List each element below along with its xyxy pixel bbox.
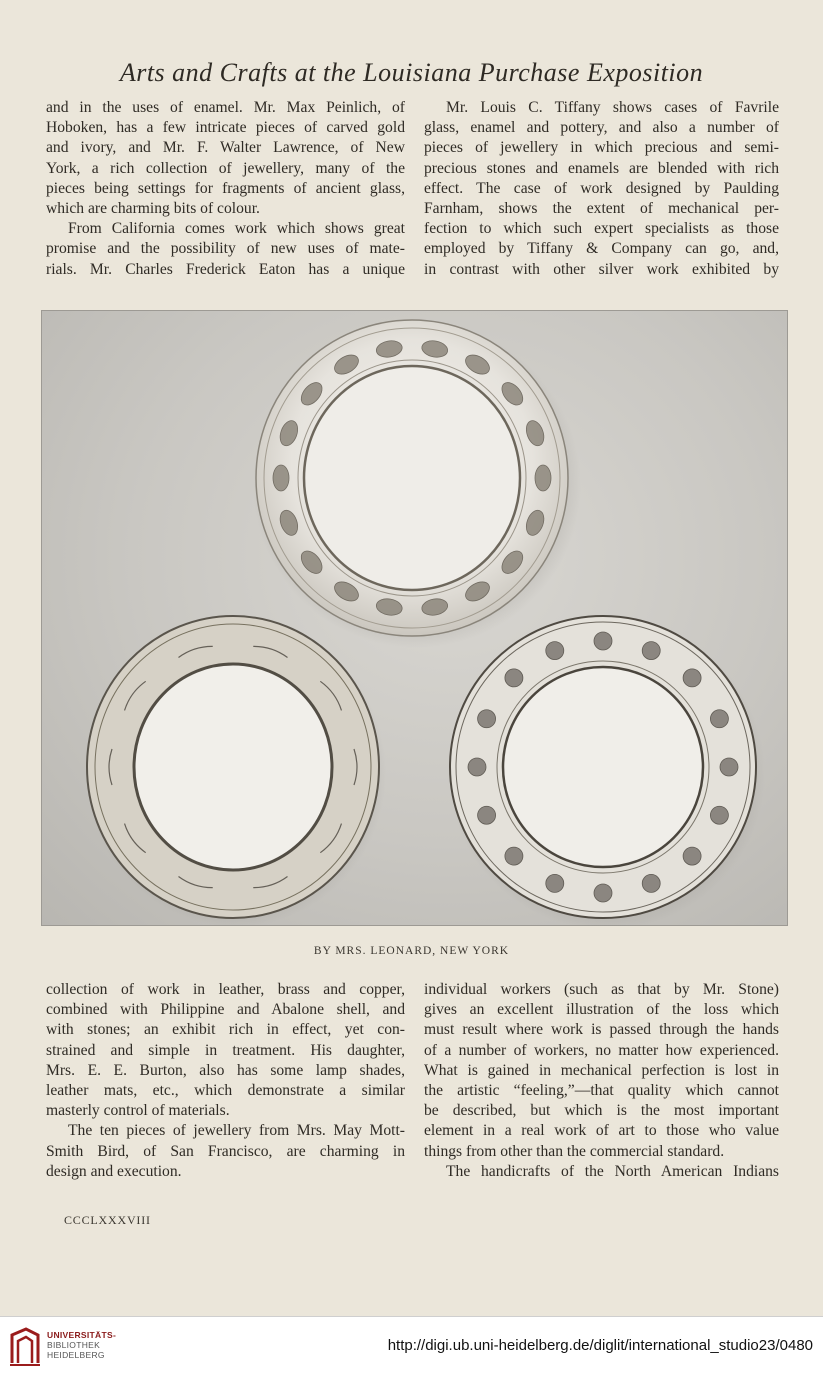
paragraph — [46, 98, 405, 219]
floral-motif — [468, 758, 486, 776]
text-line: which are charming bits of colour. — [46, 200, 260, 218]
library-name-line-3: HEIDELBERG — [47, 1350, 105, 1360]
floral-motif — [720, 758, 738, 776]
text-line: promise and the possibility of new uses of mate- — [46, 240, 405, 258]
text-line: with stones; an exhibit rich in effect, yet con- — [46, 1021, 405, 1039]
text-line: and ivory, and Mr. F. Walter Lawrence, of New — [46, 139, 405, 157]
text-column-top-right — [424, 98, 779, 280]
text-line: collection of work in leather, brass and copper, — [46, 981, 405, 998]
text-line: things from other than the commercial standard. — [424, 1142, 725, 1160]
text-line: Hoboken, has a few intricate pieces of carved gold — [46, 119, 405, 137]
paragraph — [46, 1121, 405, 1182]
plate-crane-border — [86, 616, 386, 926]
text-line: The ten pieces of jewellery from Mrs. May Mott- — [68, 1122, 405, 1140]
text-line: masterly control of materials. — [46, 1102, 230, 1120]
page-folio: CCCLXXXVIII — [64, 1213, 151, 1227]
text-line: Farnham, shows the extent of mechanical per- — [424, 200, 779, 218]
floral-motif — [478, 806, 496, 824]
figure-caption: BY MRS. LEONARD, NEW YORK — [313, 945, 510, 957]
running-head: Arts and Crafts at the Louisiana Purchase Exposition — [119, 58, 704, 87]
text-line: be described, but which is the most important — [424, 1102, 779, 1120]
text-line: design and execution. — [46, 1162, 182, 1180]
plates-photograph — [41, 310, 788, 926]
text-line: must result where work is passed through the hands — [424, 1021, 779, 1039]
text-line: pieces being settings for fragments of ancient glass, — [46, 179, 405, 197]
floral-motif — [546, 874, 564, 892]
text-line: gives an excellent illustration of the loss which — [424, 1001, 779, 1019]
floral-motif — [478, 710, 496, 728]
paragraph — [46, 980, 405, 1121]
library-name-line-2: BIBLIOTHEK — [47, 1340, 101, 1350]
text-column-top-left — [46, 98, 405, 280]
plate-floral-border — [449, 616, 765, 926]
library-name — [47, 1330, 116, 1360]
floral-motif — [710, 806, 728, 824]
paragraph — [424, 98, 779, 280]
text-line: From California comes work which shows great — [68, 220, 405, 238]
floral-motif — [683, 847, 701, 865]
text-line: What is gained in mechanical perfection is lost in — [424, 1061, 779, 1079]
text-line: of a number of workers, no matter how experienced. — [424, 1041, 779, 1059]
floral-motif — [710, 710, 728, 728]
paragraph — [46, 219, 405, 280]
text-line: individual workers (such as that by Mr. Stone) — [424, 981, 779, 998]
floral-motif — [546, 642, 564, 660]
text-line: fection to which such expert specialists as those — [424, 220, 779, 238]
text-column-bottom-left — [46, 980, 405, 1182]
library-name-line-1: UNIVERSITÄTS- — [47, 1330, 117, 1340]
violet-motif — [535, 465, 551, 491]
source-url-link[interactable]: http://digi.ub.uni-heidelberg.de/diglit/international_studio23/0480 — [387, 1337, 813, 1354]
floral-motif — [594, 632, 612, 650]
plate-violet-border — [253, 320, 581, 648]
text-line: element in a real work of art to those who value — [424, 1122, 779, 1140]
text-line: pieces of jewellery in which precious and semi- — [424, 139, 779, 157]
text-line: combined with Philippine and Abalone shell, and — [46, 1001, 405, 1019]
digitization-footer — [0, 1316, 823, 1375]
text-line: and in the uses of enamel. Mr. Max Peinlich, of — [46, 99, 405, 116]
text-line: in contrast with other silver work exhibited by — [424, 260, 779, 278]
violet-motif — [273, 465, 289, 491]
text-line: The handicrafts of the North American Indians — [446, 1162, 779, 1180]
text-line: York, a rich collection of jewellery, many of the — [46, 159, 405, 177]
text-line: rials. Mr. Charles Frederick Eaton has a unique — [46, 260, 405, 278]
text-line: Mrs. E. E. Burton, also has some lamp shades, — [46, 1061, 405, 1079]
text-line: the artistic “feeling,”—that quality which cannot — [424, 1082, 779, 1100]
floral-motif — [594, 884, 612, 902]
text-line: leather mats, etc., which demonstrate a similar — [46, 1082, 405, 1100]
text-line: Smith Bird, of San Francisco, are charming in — [46, 1142, 405, 1160]
paragraph — [424, 1162, 779, 1182]
text-line: employed by Tiffany & Company can go, and, — [424, 240, 779, 258]
plates-illustration — [41, 310, 788, 926]
text-line: strained and simple in treatment. His daughter, — [46, 1041, 405, 1059]
paragraph — [424, 980, 779, 1162]
text-line: glass, enamel and pottery, and also a number of — [424, 119, 779, 137]
text-line: precious stones and enamels are blended with rich — [424, 159, 779, 177]
text-line: Mr. Louis C. Tiffany shows cases of Favrile — [446, 99, 779, 116]
university-library-logo-icon — [8, 1325, 42, 1367]
floral-motif — [642, 874, 660, 892]
floral-motif — [505, 847, 523, 865]
floral-motif — [642, 642, 660, 660]
floral-motif — [683, 669, 701, 687]
text-line: effect. The case of work designed by Paulding — [424, 179, 779, 197]
floral-motif — [505, 669, 523, 687]
text-column-bottom-right — [424, 980, 779, 1182]
